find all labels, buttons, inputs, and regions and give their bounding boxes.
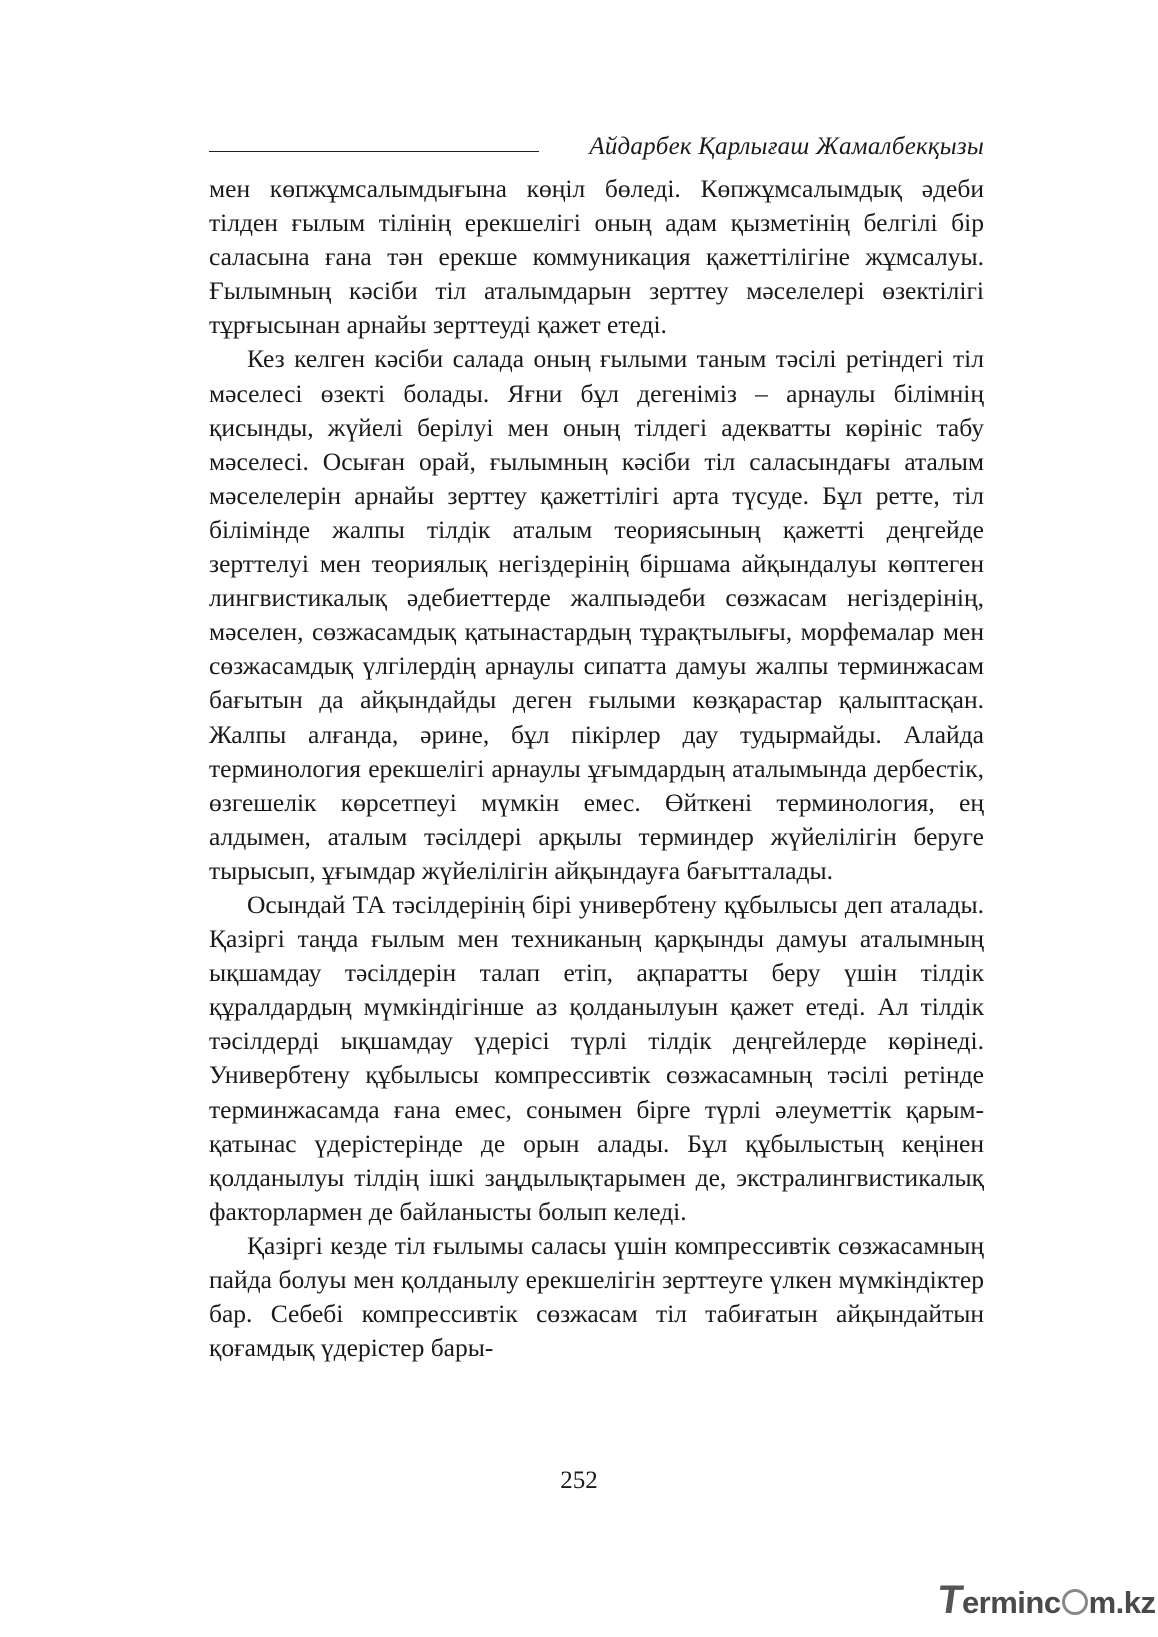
running-header — [209, 130, 984, 170]
paragraph-1: мен көпжұмсалымдығына көңіл бөледі. Көпжұмсалымдық әдеби тілден ғылым тілінің ерекшелігі оның адам қызметінің белгілі бір саласына ғана тән ерекше коммуникация қажеттілігіне жұмсалуы. Ғылымның кәсіби тіл аталымдарын зерттеу мәселелері өзектілігі тұрғысынан арнайы зерттеуді қажет етеді. — [209, 174, 984, 340]
paragraph-4: Қазіргі кезде тіл ғылымы саласы үшін компрессивтік сөзжасамның пайда болуы мен қолданылу ерекшелігін зерттеуге үлкен мүмкіндіктер бар. Себебі компрессивтік сөзжасам тіл табиғатын айқындайтын қоғамдық үдерістер бары- — [209, 1230, 984, 1363]
page-number: 252 — [560, 1467, 598, 1494]
watermark-logo — [934, 1578, 1156, 1622]
paragraph-2: Кез келген кәсіби салада оның ғылыми таным тәсілі ретіндегі тіл мәселесі өзекті болады. Яғни бұл дегеніміз – арнаулы білімнің қисынды, жүйелі берілуі мен оның тілдегі адекватты көрініс табу мәселесі. Осыған орай, ғылымның кәсіби тіл саласындағы аталым мәселелерін арнайы зерттеу қажеттілігі арта түсуде. Бұл ретте, тіл білімінде жалпы тілдік аталым теориясының қажетті деңгейде зерттелуі мен теориялық негіздерінің біршама айқындалуы көптеген лингвистикалық әдебиеттерде жалпыәдеби сөзжасам негіздерінің, мәселен, сөзжасамдық қатынастардың тұрақтылығы, морфемалар мен сөзжасамдық үлгілердің арнаулы сипатта дамуы жалпы терминжасам бағытын да айқындайды деген ғылыми көзқарастар қалыптасқан. Жалпы алғанда, әрине, бұл пікірлер дау тудырмайды. Алайда терминология ерекшелігі арнаулы ұғымдардың аталымында дербестік, өзгешелік көрсетпеуі мүмкін емес. Өйткені терминология, ең алдымен, аталым тәсілдері арқылы терминдер жүйелілігін беруге тырысып, ұғымдар жүйелілігін айқындауға бағытталады. — [209, 344, 984, 885]
watermark-circle-icon — [1062, 1589, 1088, 1615]
paragraph-3: Осындай ТА тәсілдерінің бірі универбтену құбылысы деп аталады. Қазіргі таңда ғылым мен техниканың қарқынды дамуы аталымның ықшамдау тәсілдерін талап етіп, ақпаратты беру үшін тілдік құралдардың мүмкіндігінше аз қолданылуын қажет етеді. Ал тілдік тәсілдерді ықшамдау үдерісі түрлі тілдік деңгейлерде көрінеді. Универбтену құбылысы компрессивтік сөзжасамның тәсілі ретінде терминжасамда ғана емес, сонымен бірге түрлі әлеуметтік қарым-қатынас үдерістерінде де орын алады. Бұл құбылыстың кеңінен қолданылуы тілдің ішкі заңдылықтарымен де, экстралингвистикалық факторлармен де байланысты болып келеді. — [209, 889, 984, 1226]
header-rule — [209, 151, 539, 152]
body-text — [209, 172, 984, 1365]
watermark-text-end: m.kz — [1088, 1585, 1156, 1620]
watermark-text-start: erminc — [961, 1585, 1061, 1620]
watermark-letter-t: T — [934, 1578, 966, 1622]
header-author: Айдарбек Қарлығаш Жамалбекқызы — [589, 133, 984, 160]
